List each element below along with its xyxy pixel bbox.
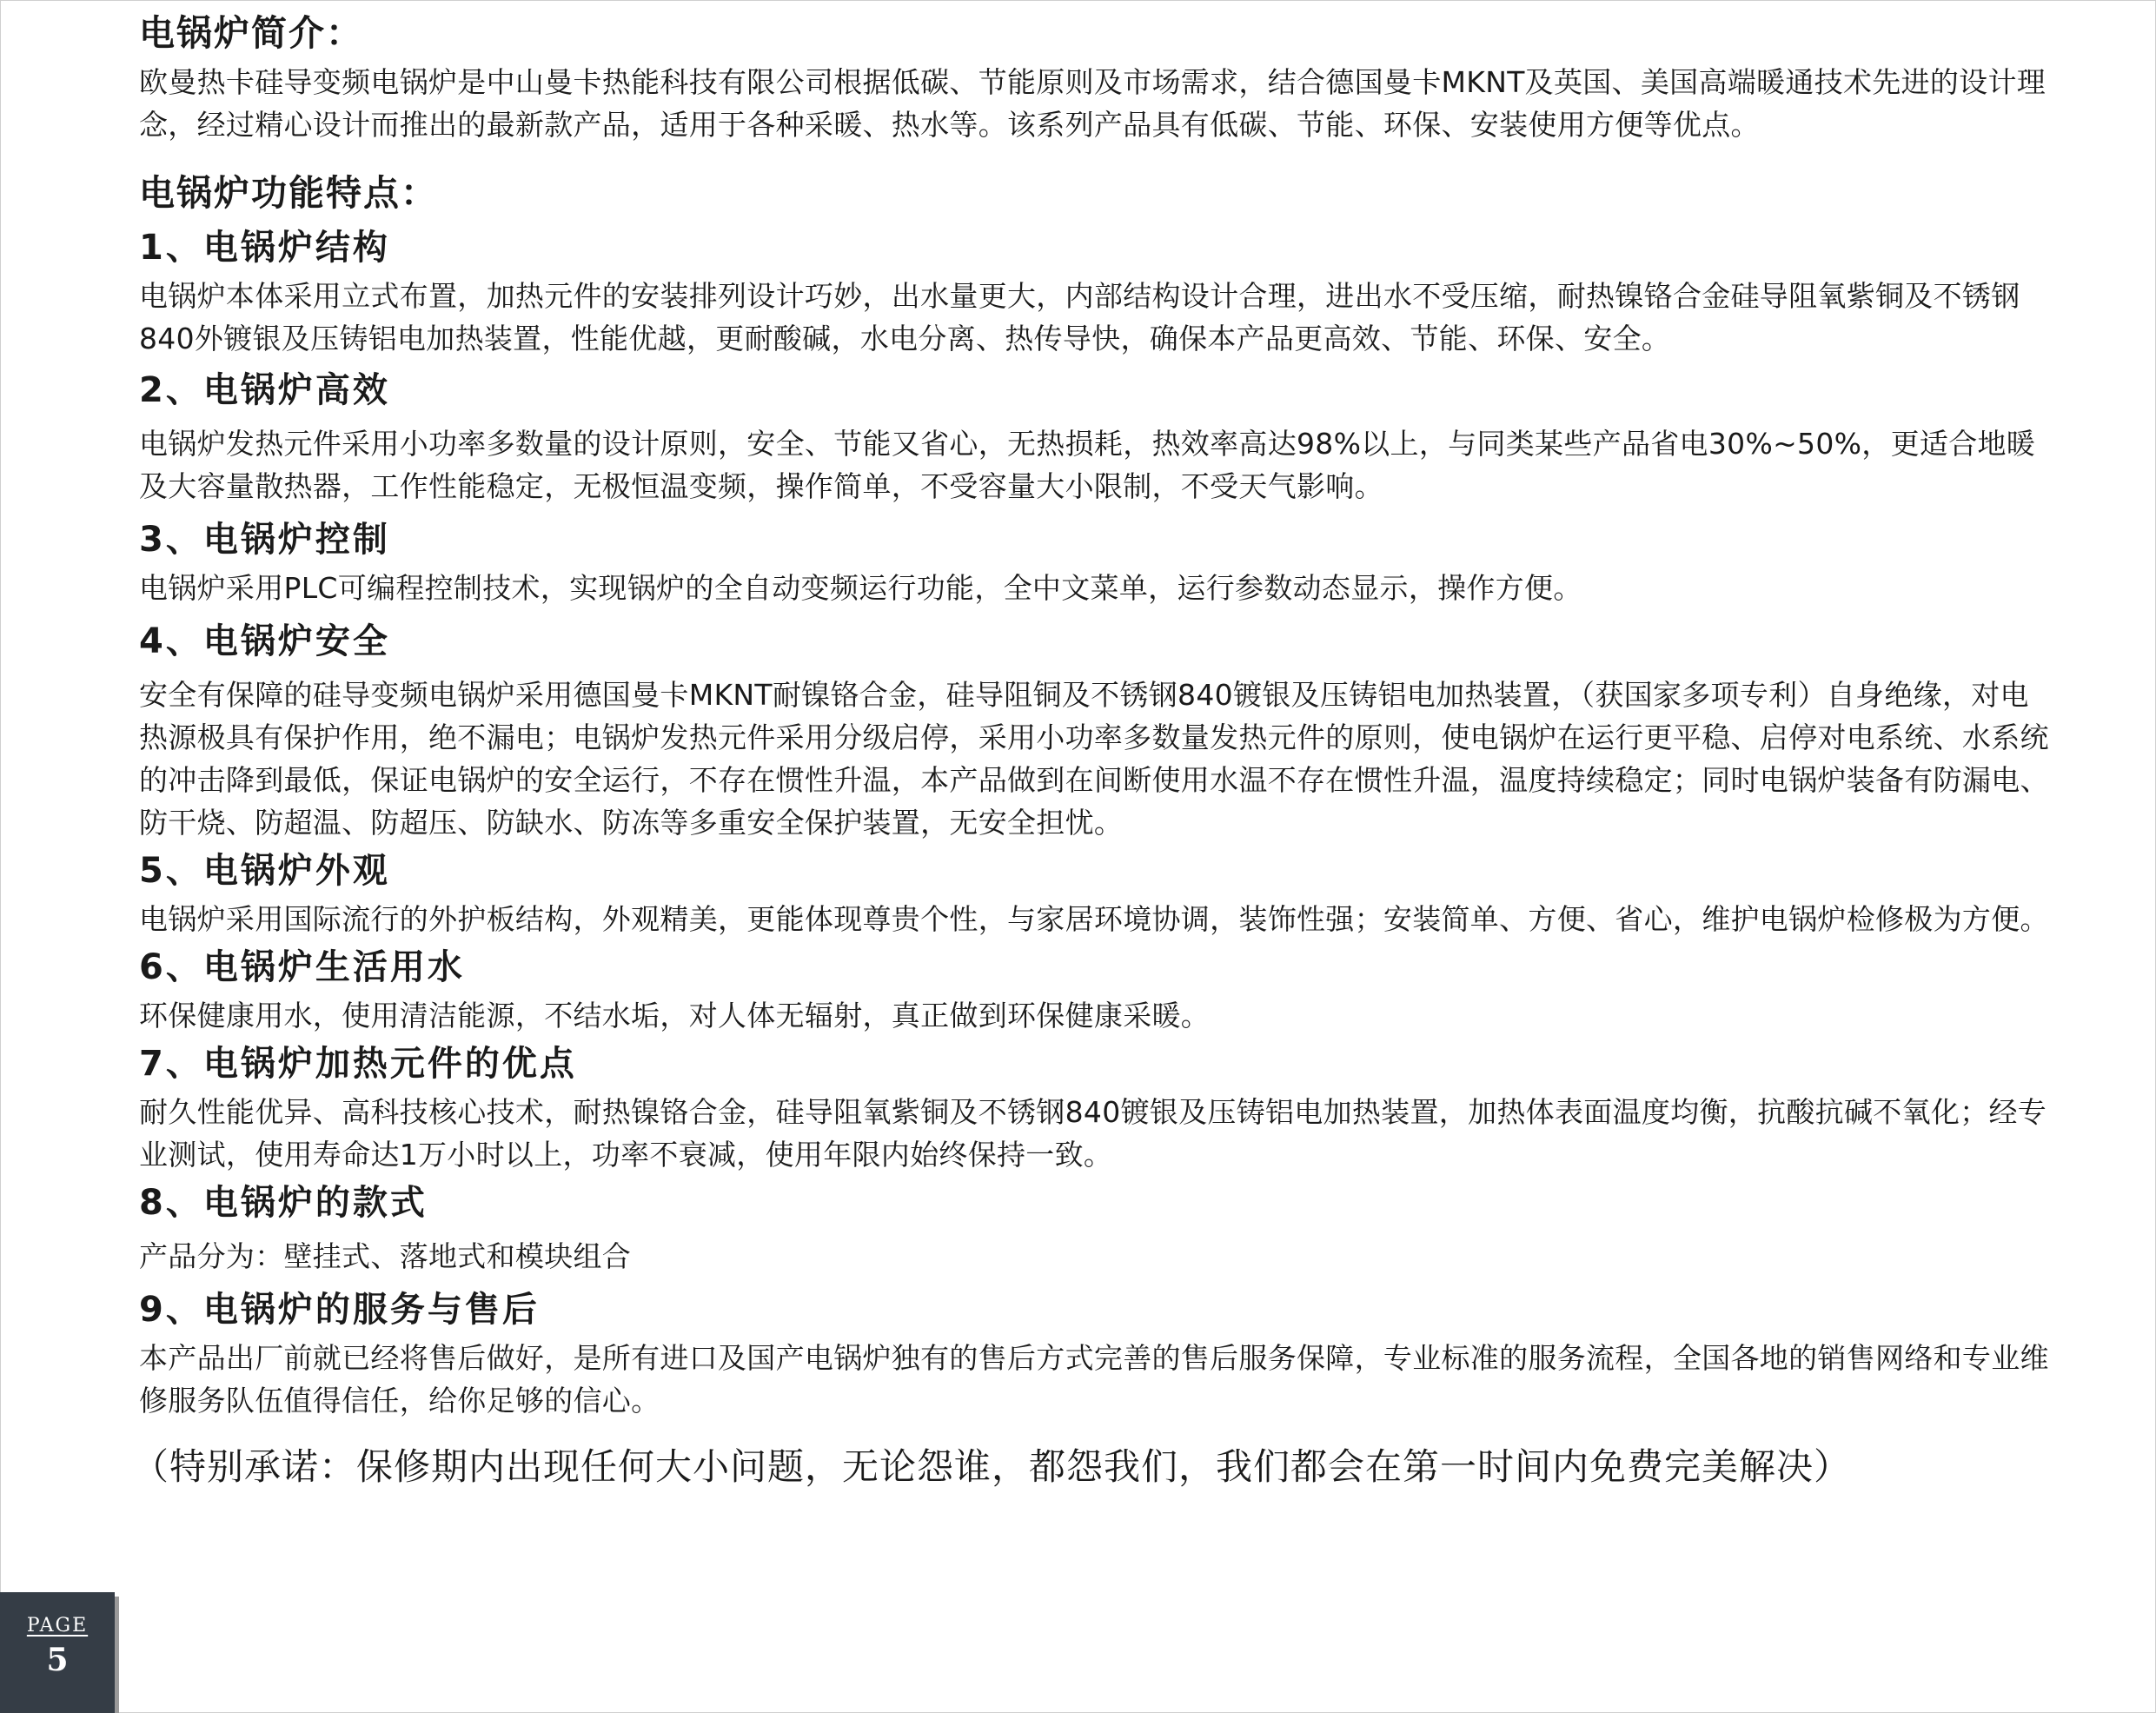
feature-text: 电锅炉发热元件采用小功率多数量的设计原则，安全、节能又省心，无热损耗，热效率高达98%以上，与同类某些产品省电30%~50%，更适合地暖及大容量散热器，工作性能稳定，无极恒温变频，操作简单，不受容量大小限制，不受天气影响。 (139, 427, 2036, 503)
feature-models (139, 1176, 2051, 1278)
feature-heating-element (139, 1037, 2051, 1176)
feature-control (139, 513, 2051, 609)
feature-appearance (139, 844, 2051, 940)
feature-structure (139, 221, 2051, 360)
feature-title: 9、电锅炉的服务与售后 (139, 1290, 540, 1330)
feature-text: 耐久性能优异、高科技核心技术，耐热镍铬合金，硅导阻氧紫铜及不锈钢840镀银及压铸铝电加热装置，加热体表面温度均衡，抗酸抗碱不氧化；经专业测试，使用寿命达1万小时以上，功率不衰减，使用年限内始终保持一致。 (139, 1095, 2047, 1172)
feature-title: 3、电锅炉控制 (139, 520, 390, 560)
feature-text: 电锅炉采用PLC可编程控制技术，实现锅炉的全自动变频运行功能，全中文菜单，运行参数动态显示，操作方便。 (139, 571, 1582, 605)
feature-title: 1、电锅炉结构 (139, 228, 390, 268)
page-label: PAGE (26, 1615, 89, 1637)
features-section (139, 165, 2051, 1422)
feature-title: 6、电锅炉生活用水 (139, 947, 465, 987)
feature-text: 环保健康用水，使用清洁能源，不结水垢，对人体无辐射，真正做到环保健康采暖。 (139, 999, 1211, 1032)
page-number-badge (0, 1592, 115, 1713)
document-body (132, 5, 2051, 1493)
feature-title: 7、电锅炉加热元件的优点 (139, 1044, 577, 1084)
feature-text: 产品分为：壁挂式、落地式和模块组合 (139, 1239, 632, 1273)
feature-text: 电锅炉本体采用立式布置，加热元件的安装排列设计巧妙，出水量更大，内部结构设计合理，进出水不受压缩，耐热镍铬合金硅导阻氧紫铜及不锈钢840外镀银及压铸铝电加热装置，性能优越，更耐酸碱，水电分离、热传导快，确保本产品更高效、节能、环保、安全。 (139, 279, 2020, 355)
page-number: 5 (46, 1642, 69, 1678)
feature-efficiency (139, 363, 2051, 508)
special-promise: （特别承诺：保修期内出现任何大小问题，无论怨谁，都怨我们，我们都会在第一时间内免费完美解决） (132, 1445, 1852, 1488)
intro-heading: 电锅炉简介： (139, 12, 363, 54)
feature-title: 4、电锅炉安全 (139, 621, 390, 661)
feature-text: 安全有保障的硅导变频电锅炉采用德国曼卡MKNT耐镍铬合金，硅导阻铜及不锈钢840镀银及压铸铝电加热装置，（获国家多项专利）自身绝缘，对电热源极具有保护作用，绝不漏电；电锅炉发热元件采用分级启停，采用小功率多数量发热元件的原则，使电锅炉在运行更平稳、启停对电系统、水系统的冲击降到最低，保证电锅炉的安全运行，不存在惯性升温，本产品做到在间断使用水温不存在惯性升温，温度持续稳定；同时电锅炉装备有防漏电、防干烧、防超温、防超压、防缺水、防冻等多重安全保护装置，无安全担忧。 (139, 678, 2049, 840)
features-heading: 电锅炉功能特点： (139, 172, 438, 214)
feature-safety (139, 614, 2051, 844)
feature-title: 8、电锅炉的款式 (139, 1183, 428, 1223)
feature-text: 电锅炉采用国际流行的外护板结构，外观精美，更能体现尊贵个性，与家居环境协调，装饰性强；安装简单、方便、省心，维护电锅炉检修极为方便。 (139, 902, 2049, 936)
intro-paragraph: 欧曼热卡硅导变频电锅炉是中山曼卡热能科技有限公司根据低碳、节能原则及市场需求，结合德国曼卡MKNT及英国、美国高端暖通技术先进的设计理念，经过精心设计而推出的最新款产品，适用于各种采暖、热水等。该系列产品具有低碳、节能、环保、安装使用方便等优点。 (139, 65, 2047, 142)
intro-section (139, 5, 2051, 146)
feature-text: 本产品出厂前就已经将售后做好，是所有进口及国产电锅炉独有的售后方式完善的售后服务保障，专业标准的服务流程，全国各地的销售网络和专业维修服务队伍值得信任，给你足够的信心。 (139, 1341, 2049, 1418)
feature-title: 2、电锅炉高效 (139, 370, 390, 410)
feature-title: 5、电锅炉外观 (139, 851, 390, 891)
feature-service (139, 1283, 2051, 1422)
feature-domestic-water (139, 940, 2051, 1037)
